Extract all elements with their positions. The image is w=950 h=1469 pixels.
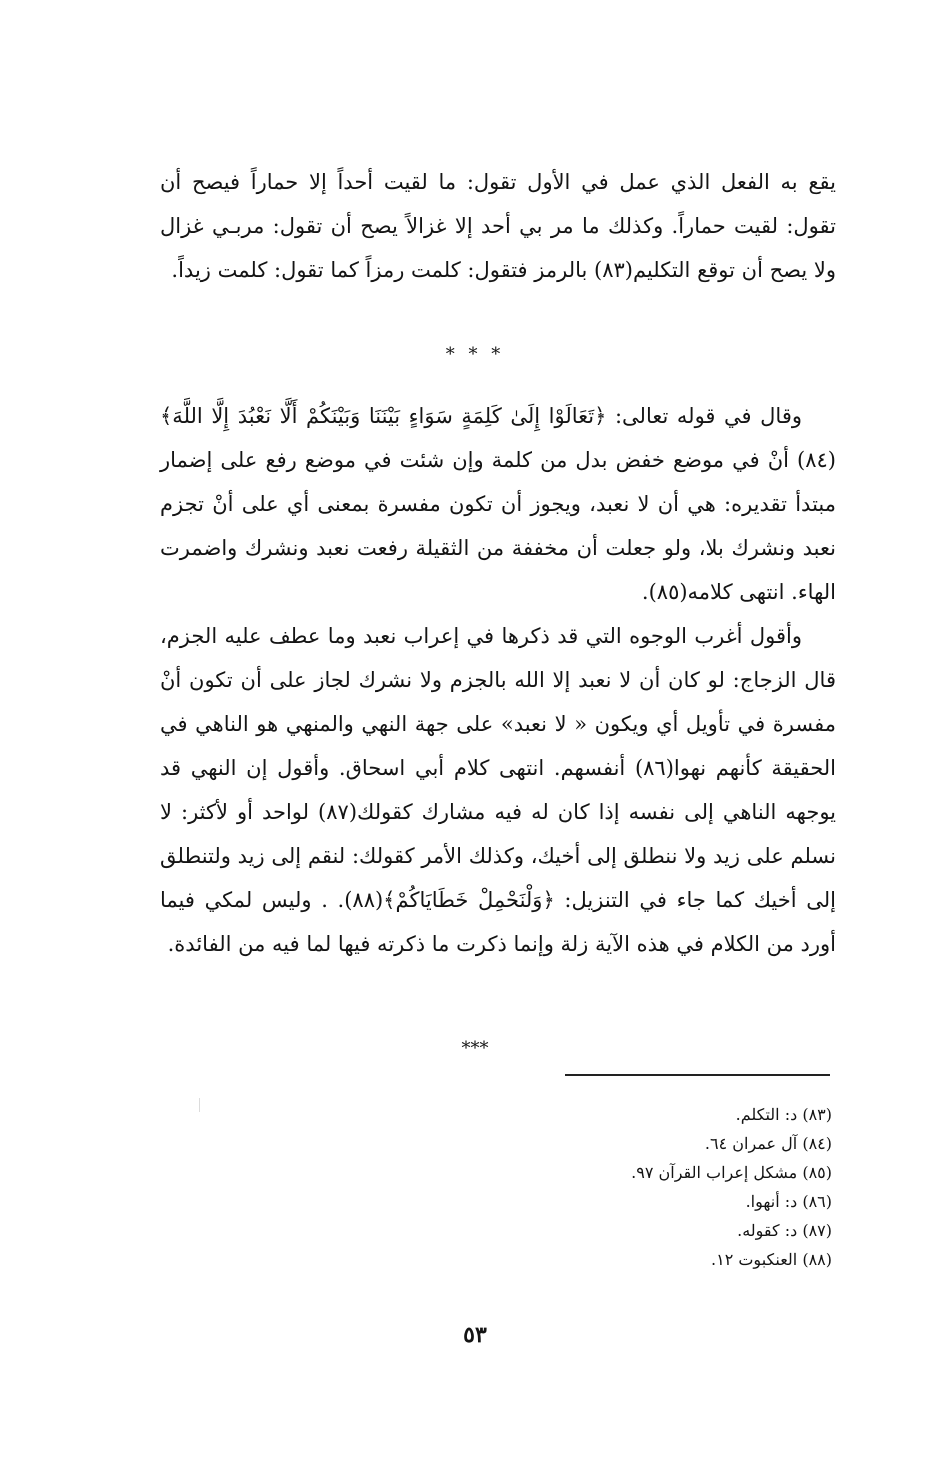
footnote-86: (٨٦) د: أنهوا. xyxy=(745,1192,832,1211)
footnote-84: (٨٤) آل عمران ٦٤. xyxy=(704,1134,832,1153)
paragraph-2-text: وقال في قوله تعالى: ﴿تَعَالَوْا إِلَىٰ كَلِمَةٍ سَوَاءٍ بَيْنَنَا وَبَيْنَكُمْ أَلَّا نَعْبُدَ إِلَّا اللَّهَ﴾(٨٤) أنْ في موضع خفض بدل من كلمة وإن شئت في موضع رفع على إضمار مبتدأ تقديره: هي أن لا نعبد، ويجوز أن تكون مفسرة بمعنى أي على أنْ تجزم نعبد ونشرك بلا، ولو جعلت أن مخففة من الثقيلة رفعت نعبد ونشرك واضمرت الهاء. انتهى كلامه(٨٥). xyxy=(160,404,836,604)
footnote-divider xyxy=(565,1074,830,1076)
footnote-85: (٨٥) مشكل إعراب القرآن ٩٧. xyxy=(631,1163,832,1182)
section-separator-2: *** xyxy=(461,1038,489,1059)
footnote-83: (٨٣) د: التكلم. xyxy=(735,1105,832,1124)
section-separator-1: * * * xyxy=(445,344,505,365)
page-number: ٥٣ xyxy=(463,1322,487,1348)
paragraph-3-text: وأقول أغرب الوجوه التي قد ذكرها في إعراب نعبد وما عطف عليه الجزم، قال الزجاج: لو كان أن لا نعبد إلا الله بالجزم ولا نشرك لجاز على أن تكون أنْ مفسرة في تأويل أي ويكون « لا نعبد» على جهة النهي والمنهي هو الناهي في الحقيقة كأنهم نهوا(٨٦) أنفسهم. انتهى كلام أبي اسحاق. وأقول إن النهي قد يوجهه الناهي إلى نفسه إذا كان له فيه مشارك كقولك(٨٧) لواحد أو لأكثر: لا نسلم على زيد ولا ننطلق إلى أخيك، وكذلك الأمر كقولك: لنقم إلى زيد ولتنطلق إلى أخيك كما جاء في التنزيل: ﴿وَلْنَحْمِلْ خَطَايَاكُمْ﴾(٨٨). . وليس لمكي فيما أورد من الكلام في هذه الآية زلة وإنما ذكرت ما ذكرته فيها لما فيه من الفائدة. xyxy=(160,624,837,956)
scan-mark xyxy=(199,1098,200,1112)
paragraph-1-text: يقع به الفعل الذي عمل في الأول تقول: ما لقيت أحداً إلا حماراً فيصح أن تقول: لقيت حماراً. وكذلك ما مر بي أحد إلا غزالاً يصح أن تقول: مربـي غزال ولا يصح أن توقع التكليم(٨٣) بالرمز فتقول: كلمت رمزاً كما تقول: كلمت زيداً. xyxy=(160,170,836,282)
paragraph-2 xyxy=(160,394,836,966)
footnote-88: (٨٨) العنكبوت ١٢. xyxy=(711,1250,832,1269)
footnote-87: (٨٧) د: كقوله. xyxy=(737,1221,832,1240)
footnotes-list xyxy=(432,1100,832,1274)
paragraph-1 xyxy=(160,160,836,292)
